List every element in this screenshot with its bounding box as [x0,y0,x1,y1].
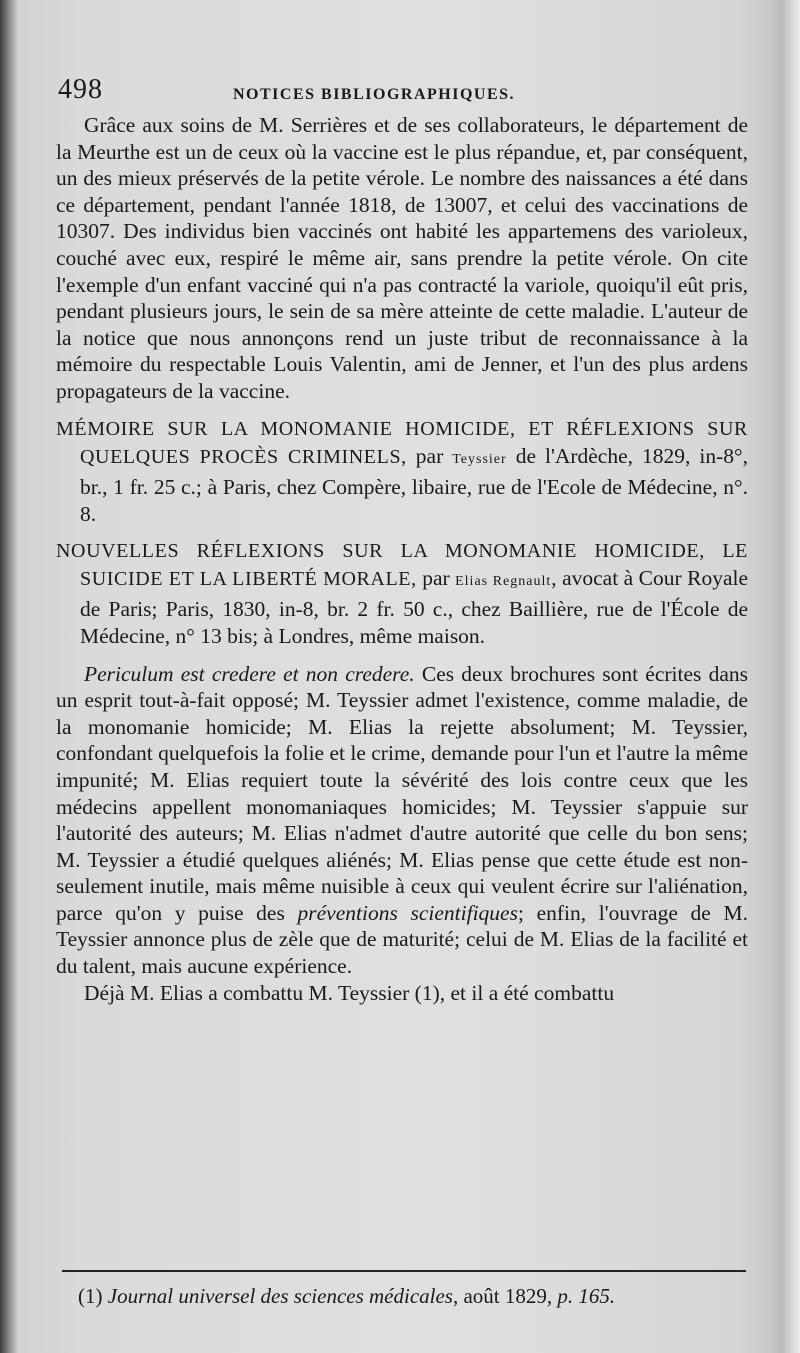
footnote [78,1283,758,1309]
entry-by: par [422,566,450,591]
footnote-journal: Journal universel des sciences médicales [107,1284,453,1308]
footnote-marker: (1) [78,1284,103,1308]
footnote-rule [62,1270,746,1272]
entry-details: de l'Ardèche, 1829, in-8°, br., 1 fr. 25 c.; à Paris, chez Compère, libaire, rue de l'Ecole de Médecine, n°. 8. [80,444,748,527]
bibliographic-entry-regnault [56,537,748,651]
page-header [58,72,748,112]
entry-title: NOUVELLES RÉFLEXIONS SUR LA MONOMANIE HOMICIDE, LE SUICIDE ET LA LIBERTÉ MORALE, [56,539,748,591]
review-text-part-a: Ces deux brochures sont écrites dans un esprit tout-à-fait opposé; M. Teyssier admet l'existence, comme maladie, de la monomanie homicide; M. Elias la rejette absolument; M. Teyssier, confondant quelquefois la folie et le crime, demande pour l'un et l'autre la même impunité; M. Elias requiert toute la sévérité des lois contre ceux que les médecins appellent monomaniaques homicides; M. Teyssier s'appuie sur l'autorité des auteurs; M. Elias n'admet d'autre autorité que celle du bon sens; M. Teyssier a étudié quelques aliénés; M. Elias pense que cette étude est non-seulement inutile, mais même nuisible à ceux qui veulent écrire sur l'aliénation, parce qu'on y puise des [56,661,748,925]
page-number: 498 [58,74,103,105]
scan-right-edge [770,0,800,1353]
italic-phrase: préventions scientifiques [297,900,518,925]
footnote-date: , août 1829, [452,1284,558,1308]
footnote-page-ref: p. 165. [557,1284,616,1308]
scan-left-edge [0,0,18,1353]
entry-author: Teyssier [452,452,507,468]
bibliographic-entry-teyssier [56,415,748,529]
review-text-part-b: ; enfin, l'ouvrage de M. Teyssier annonce plus de zèle que de maturité; celui de M. Elias de la facilité et du talent, mais aucune expérience. [56,900,748,979]
latin-motto: Periculum est credere et non credere. [84,661,415,686]
entry-author: Elias Regnault [455,574,552,590]
body-text [56,112,748,1006]
entry-title: MÉMOIRE SUR LA MONOMANIE HOMICIDE, ET RÉFLEXIONS SUR QUELQUES PROCÈS CRIMINELS, [56,417,748,469]
entry-by: par [415,444,444,469]
review-paragraph [56,661,748,980]
last-paragraph: Déjà M. Elias a combattu M. Teyssier (1), et il a été combattu [84,980,615,1005]
intro-paragraph: Grâce aux soins de M. Serrières et de ses collaborateurs, le département de la Meurthe est un de ceux où la vaccine est le plus répandue, et, par conséquent, un des mieux préservés de la petite vérole. Le nombre des naissances a été dans ce département, pendant l'année 1818, de 13007, et celui des vaccinations de 10307. Des individus bien vaccinés ont habité les appartemens des varioleux, couché avec eux, respiré le même air, sans prendre la petite vérole. On cite l'exemple d'un enfant vacciné qui n'a pas contracté la variole, quoiqu'il eût pris, pendant plusieurs jours, le sein de sa mère atteinte de cette maladie. L'auteur de la notice que nous annonçons rend un juste tribut de reconnaissance à la mémoire du respectable Louis Valentin, ami de Jenner, et l'un des plus ardens propagateurs de la vaccine. [56,113,748,403]
entry-details: , avocat à Cour Royale de Paris; Paris, 1830, in-8, br. 2 fr. 50 c., chez Baillière, rue de l'École de Médecine, n° 13 bis; à Londres, même maison. [80,566,748,649]
running-title: NOTICES BIBLIOGRAPHIQUES. [233,86,516,103]
